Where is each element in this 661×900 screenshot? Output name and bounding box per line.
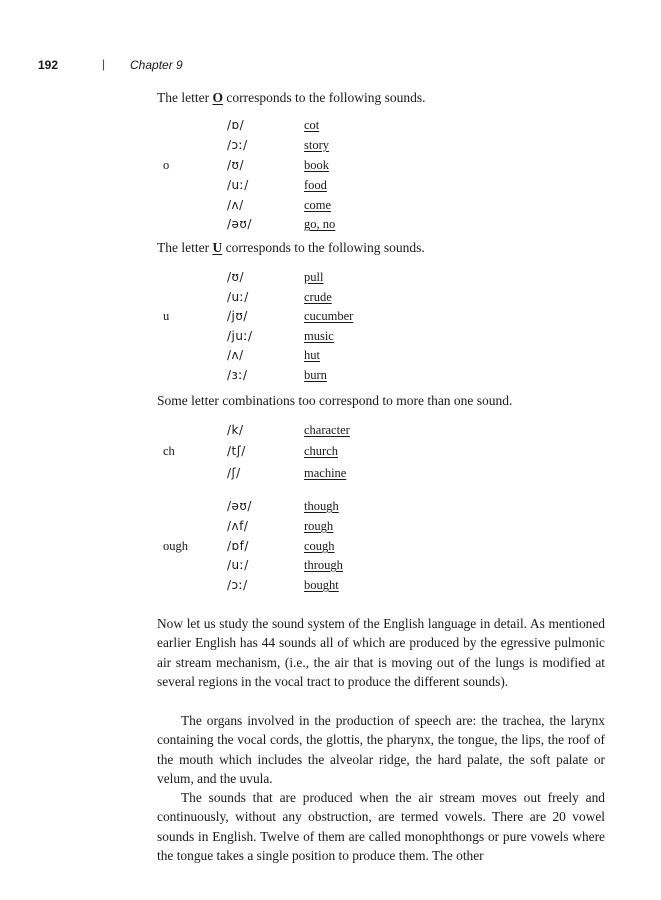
header-separator: | — [102, 57, 106, 71]
example-word: rough — [304, 519, 334, 533]
body-paragraph: The sounds that are produced when the air stream moves out freely and continuously, without any obstruction, are termed vowels. There are 20 vowel sounds in English. Twelve of them are called monophthongs or pure vowels where the tongue takes a single position to produce them. The other — [157, 790, 605, 864]
letter-label: u — [163, 309, 170, 323]
ipa-symbol: /uː/ — [227, 178, 249, 192]
chapter-title: Chapter 9 — [130, 58, 183, 72]
example-word: cough — [304, 539, 335, 553]
example-word: book — [304, 158, 329, 172]
heading-letter-o: O — [212, 90, 223, 105]
ipa-symbol: /ɒ/ — [227, 118, 245, 132]
ipa-symbol: /əʊ/ — [227, 217, 252, 231]
example-word: character — [304, 423, 350, 437]
example-word: story — [304, 138, 329, 152]
ipa-symbol: /tʃ/ — [227, 444, 246, 458]
example-word: cucumber — [304, 309, 354, 323]
example-word: cot — [304, 118, 320, 132]
ipa-symbol: /ɜː/ — [227, 368, 248, 382]
ipa-symbol: /k/ — [227, 423, 244, 437]
example-word: pull — [304, 270, 324, 284]
example-word: go, no — [304, 217, 336, 231]
ipa-symbol: /ɒf/ — [227, 539, 249, 553]
ipa-symbol: /ʃ/ — [227, 466, 241, 480]
body-paragraph: Now let us study the sound system of the English language in detail. As mentioned earlier English has 44 sounds all of which are produced by the egressive pulmonic air stream mechanism, (i.e., the air that is moving out of the lungs is modified at several regions in the vocal tract to produce the different sounds). — [157, 616, 605, 690]
example-word: church — [304, 444, 339, 458]
ipa-symbol: /jʊ/ — [227, 309, 248, 323]
example-word: machine — [304, 466, 347, 480]
example-word: music — [304, 329, 334, 343]
ipa-symbol: /juː/ — [227, 329, 253, 343]
example-word: though — [304, 499, 339, 513]
heading-letter-u: U — [212, 240, 223, 255]
body-paragraph: The organs involved in the production of speech are: the trachea, the larynx containing the vocal cords, the glottis, the pharynx, the tongue, the lips, the roof of the mouth which includes the alveolar ridge, the hard palate, the soft palate or velum, and the uvula. — [157, 713, 605, 787]
page-number: 192 — [38, 58, 59, 72]
letter-label: o — [163, 158, 170, 172]
letter-u-heading: The letter U corresponds to the following sounds. — [157, 240, 425, 255]
ipa-symbol: /uː/ — [227, 558, 249, 572]
example-word: food — [304, 178, 327, 192]
ipa-symbol: /ɔː/ — [227, 578, 248, 592]
example-word: through — [304, 558, 343, 572]
ipa-symbol: /əʊ/ — [227, 499, 252, 513]
example-word: come — [304, 198, 332, 212]
ipa-symbol: /ʊ/ — [227, 158, 244, 172]
ipa-symbol: /ɔː/ — [227, 138, 248, 152]
combinations-heading: Some letter combinations too correspond to more than one sound. — [157, 393, 513, 408]
letter-label: ch — [163, 444, 175, 458]
example-word: crude — [304, 290, 332, 304]
ipa-symbol: /uː/ — [227, 290, 249, 304]
ipa-symbol: /ʌf/ — [227, 519, 249, 533]
example-word: bought — [304, 578, 339, 592]
ipa-symbol: /ʊ/ — [227, 270, 244, 284]
ipa-symbol: /ʌ/ — [227, 198, 244, 212]
example-word: hut — [304, 348, 320, 362]
letter-o-heading: The letter O corresponds to the following sounds. — [157, 90, 426, 105]
ipa-symbol: /ʌ/ — [227, 348, 244, 362]
example-word: burn — [304, 368, 327, 382]
letter-label: ough — [163, 539, 188, 553]
